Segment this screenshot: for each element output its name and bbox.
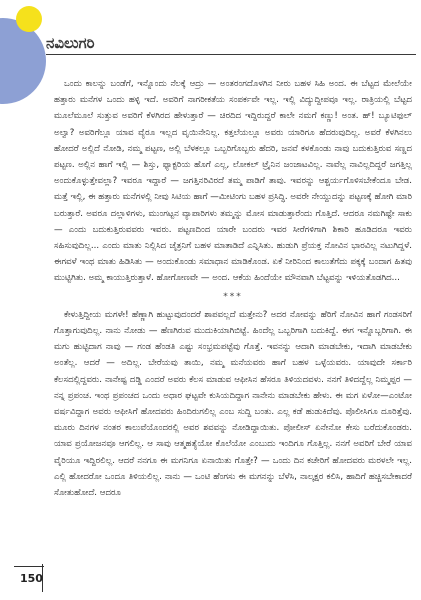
paragraph: ಕೇಳುತ್ತಿದ್ದೀಯ ಮಗಳೇ! ಹೆಣ್ಣಾಗಿ ಹುಟ್ಟುವುದಂದರೆ ಶಾಪವಲ್ಲದೆ ಮತ್ತೇನು? ಅದರ ನೋವನ್ನು ಹೆರಿಗೆ ನೋವಿನ ಹಾಗೆ ಗಂಡಸರಿಗೆ ಗೊತ್ತಾಗುವುದಿಲ್ಲ. ನಾನು ನೋಡು — ಹೆಣಗಿರುವ ಮುದುಕಿಯಾಗಿಬಿಟ್ಟೆ. ಹಿಂದೆಲ್ಲ ಒಬ್ಬರಿಗಾಗಿ ಬದುಕಿದ್ದೆ. ಈಗ ಇನ್ನೊಬ್ಬರಿಗಾಗಿ. ಈ ಮಗು ಹುಟ್ಟಿದಾಗ ನಾವು — ಗಂಡ ಹೆಂಡತಿ ಎಷ್ಟು ಸಂಭ್ರಮಪಟ್ಟೆವು ಗೊತ್ತೆ. ಇವನನ್ನು ಆದಾಗಿ ಮಾಡಬೇಕು, ಇದಾಗಿ ಮಾಡಬೇಕು ಅಂತೆಲ್ಲ. ಆದರೆ — ಅದಿಲ್ಲ. ಬೇರೆಯವು ತಾಯಿ, ನಮ್ಮ ಮನೆಯವರು ಹಾಗೆ ಬಹಳ ಒಳ್ಳೆಯವರು. ಯಾವುದೇ ಸರ್ಕಾರಿ ಕೆಲಸದಲ್ಲಿದ್ದವರು. ನಾನೇಷ್ಟ ದಡ್ಡಿ ಎಂದರೆ ಅವರು ಕೆಲಸ ಮಾಡುವ ಆಫೀಸಿನ ಹೆಸರೂ ತಿಳಿಯದವಳು. ನನಗೆ ತಿಳಿದದ್ದೆಲ್ಲ ನಿಮ್ಮಪ್ಪರ — ನನ್ನ ಪ್ರಪಂಚ. ಇಂಥ ಪ್ರಪಂಚದ ಒಂದು ಅಧಾರ ಘಟ್ಟವೇ ಕುಸಿಯದಿದ್ದಾಗ ನಾನೇನು ಮಾಡಬೇಕು ಹೇಳು. ಈ ಮಗ ಏಳೋ—ಎಂಟೋ ವರ್ಷವಿದ್ದಾಗ ಅವರು ಆಫೀಸಿಗೆ ಹೋದವರು ಹಿಂದಿರುಗಲಿಲ್ಲ ಎಂಬ ಸುದ್ದಿ ಬಂತು. ಎಲ್ಲ ಕಡೆ ಹುಡುಕಿದೆವು. ಪೊಲೀಸಿಗೂ ದೂರಿತ್ತೆವು. ಮೂರು ದಿನಗಳ ನಂತರ ಕಾಲುವೆಯೊಂದರಲ್ಲಿ ಅವರ ಶವವನ್ನು ನೋಡಿದ್ದಾಯಿತು. ಪೋಲೀಸ್ ಏನೇನೋ ಕೇಸು ಬರೆದುಕೊಂಡರು. ಯಾವ ಪ್ರಯೋಜನವೂ ಆಗಲಿಲ್ಲ. ಆ ಸಾವು ಆತ್ಮಹತ್ಯೆಯೋ ಕೊಲೆಯೋ ಎಂಬುದು ಇಂದಿಗೂ ಗೊತ್ತಿಲ್ಲ. ನನಗೆ ಅವರಿಗೆ ಬೇರೆ ಯಾವ ವೈರಿಯೂ ಇದ್ದಿರಲಿಲ್ಲ. ಆದರೆ ನನಗೂ ಈ ಮಗನಿಗೂ ಏನಾಯಿತು ಗೊತ್ತೇ? — ಒಂದು ದಿನ ಕಚೇರಿಗೆ ಹೋದವರು ಮರಳಲೇ ಇಲ್ಲ. ಎಲ್ಲಿ ಹೋದರೋ ಒಂದೂ ತಿಳಿಯಲಿಲ್ಲ. ನಾನು — ಒಂಟಿ ಹೆಂಗಸು ಈ ಮಗನನ್ನು ಬೆಳೆಸಿ, ನಾಲ್ಕಕ್ಷರ ಕಲಿಸಿ, ಹಾದಿಗೆ ಹಚ್ಚಿಸಬೇಕಾದರೆ ಸೋತುಹೋದೆ. ಆದರೂ	[54, 309, 412, 499]
decorative-yellow-circle	[16, 6, 42, 32]
page-number: 150	[20, 572, 43, 585]
page-header	[46, 32, 416, 62]
section-separator: ***	[223, 291, 243, 302]
body-text	[54, 76, 412, 501]
page-number-rule	[14, 566, 44, 567]
paragraph: ಒಂದು ಕಾಲನ್ನು ಬಂಡೆಗೆ, ಇನ್ನೊಂದು ನೆಲಕ್ಕೆ ಆದ್ರು — ಅಂತರಂಗದೊಳಗಿನ ನೀರು ಬಹಳ ಸಿಹಿ ಅಂದ. ಈ ಬೆಟ್ಟದ ಮೇಲೆಯೇ ಹತ್ತಾರು ಮನೆಗಳ ಒಂದು ಹಳ್ಳಿ ಇದೆ. ಅವರಿಗೆ ನಾಗರೀಕತೆಯ ಸಂಪರ್ಕವೇ ಇಲ್ಲ. ಇಲ್ಲಿ ವಿದ್ಯುದ್ದೀಪವೂ ಇಲ್ಲ. ರಾತ್ರಿಯಲ್ಲಿ ಬೆಟ್ಟದ ಮೂಲೆಮೂಲೆ ಸುತ್ತುವ ಅವರಿಗೆ ಕೆಳಗಿರದ ಹೇಳುತ್ತಾರೆ — ಚಿರದಿದ ಇದ್ದಿರುದ್ದರೆ ಕಾಲೇ ನಮಗೆ ಕಣ್ಣು! ಅಂತ. ಹ್! ಬ್ಯೂಟಿಫುಲ್ ಅಲ್ವಾ? ಅವರಿಗೆಲ್ಲೂ ಯಾವ ವ್ಯೆರೂ ಇಲ್ಲದ ವೃಯಿನೇನಿಲ್ಲ. ಕತ್ತಲೆಯಲ್ಲೂ ಅವರು ಯಾರಿಗೂ ಹೆದರುವುದಿಲ್ಲ. ಅವರೆ ಕೆಳಗಿನಲು ಹೋದರೆ ಅಲ್ಲಿದೆ ನೋಡಿ, ನಮ್ಮ ಪಟ್ಟಣ, ಅಲ್ಲಿ ಬೆಳಕಲ್ಲೂ ಒಬ್ಬರಿಗೊಬ್ಬರು ಹೆದರಿ, ಜನವೆ ಕಳಕೊಂಡು ನಾವು ಬದುಕುತ್ತಿರುವ ಸಣ್ಣದ ಪಟ್ಟಣ. ಅಲ್ಲಿನ ಹಾಗೆ ಇಲ್ಲಿ — ಶಿಸ್ತು, ಫ್ಯಾಕ್ಟರಿಯ ಹೊಗೆ ಎಲ್ಲ, ಲೋಕಲ್ ಟ್ರೈನಿನ ಜಂಜಾಟವಿಲ್ಲ. ನಾವೆಲ್ಲ ನಾವಿಲ್ಲದಿದ್ದರೆ ಜಗತ್ತಿಲ್ಲ ಅಂದುಕೊಳ್ಳುತ್ತೇವಲ್ಲಾ? ಇವರೂ ಇದ್ದಾರೆ — ಜಗತ್ತಿನರಿವಿರದೆ ತಮ್ಮ ಪಾಡಿಗೆ ತಾವು. ಇವರನ್ನು ಆಶ್ಚರ್ಯಗೊಳಿಸಬೇಕೆಂದೂ ಬೇಡ. ಮತ್ತೆ ಇಲ್ಲಿ, ಈ ಹತ್ತಾರು ಮನೆಗಳಲ್ಲಿ ನೀವು ಸಿಟಿಯ ಹಾಗೆ —ಮೀಟಿಂಗು ಬಹಳ ಪ್ರಸಿದ್ಧಿ. ಅವರೇ ನೇಯ್ದುದನ್ನು ಪಟ್ಟಣಕ್ಕೆ ಹೋಗಿ ಮಾರಿ ಬರುತ್ತಾರೆ. ಅವರೂ ದಲ್ಲಾಳಿಗಳು, ಮುಂಗಟ್ಟನ ವ್ಯಾಪಾರಿಗಳು ತಮ್ಮನ್ನು ಮೋಸ ಮಾಡುತ್ತಾರೆಂದು ಗೊತ್ತಿದೆ. ಆದರೂ ನಮಗಿಷ್ಟೇ ಸಾಕು — ಎಂದು ಬದುಕುತ್ತಿರುವವರು ಇವರು. ಪಟ್ಟಣದಿಂದ ಯಾರೇ ಬಂದರು ಇವರ ಸೀರೆಗಳಿಗಾಗಿ ಶಿಕಾರಿ ಹೂಡಿದರೂ ಇವರು ಸಹಿಸುವುದಿಲ್ಲ... ಎಂದು ಮಾತು ನಿಲ್ಲಿಸಿದ ಚೈತ್ರನಿಗೆ ಬಹಳ ಮಾತಾಡಿದೆ ಎನ್ನಿಸಿತು. ಹುಡುಗಿ ಪ್ರೆಯಕ್ತ ನೋವಿನ ಭಾರವಿಲ್ಲ ನಟುಗಿದ್ದಳೆ. ಈಗವಳೆ ಇಂಥ ಮಾತು ಹಿಡಿಸಿತು — ಅಂದುಕೊಂಡು ಸಮಾಧಾನ ಮಾಡಿಕೊಂಡ. ಏಕೆ ನೀರಿನಿಂದ ಕಾಲುತೆಗೆದು ಪಕ್ಕಕ್ಕೆ ಬಂದಾಗ ಹಿತವು ಮುಟ್ಟಿಗಿತು. ಅಮ್ಮ ಕಾಯುತ್ತಿರುತ್ತಾಳೆ. ಹೋಗೋಣವೇ — ಅಂದ. ಆಕೆಯ ಹಿಂದೆಯೇ ಮೌನವಾಗಿ ಬೆಟ್ಟವನ್ನು ಇಳಿಯತೊಡಗಿದ...	[54, 79, 412, 284]
running-title: ನವಿಲುಗರಿ	[46, 34, 95, 52]
header-rule	[46, 54, 416, 55]
